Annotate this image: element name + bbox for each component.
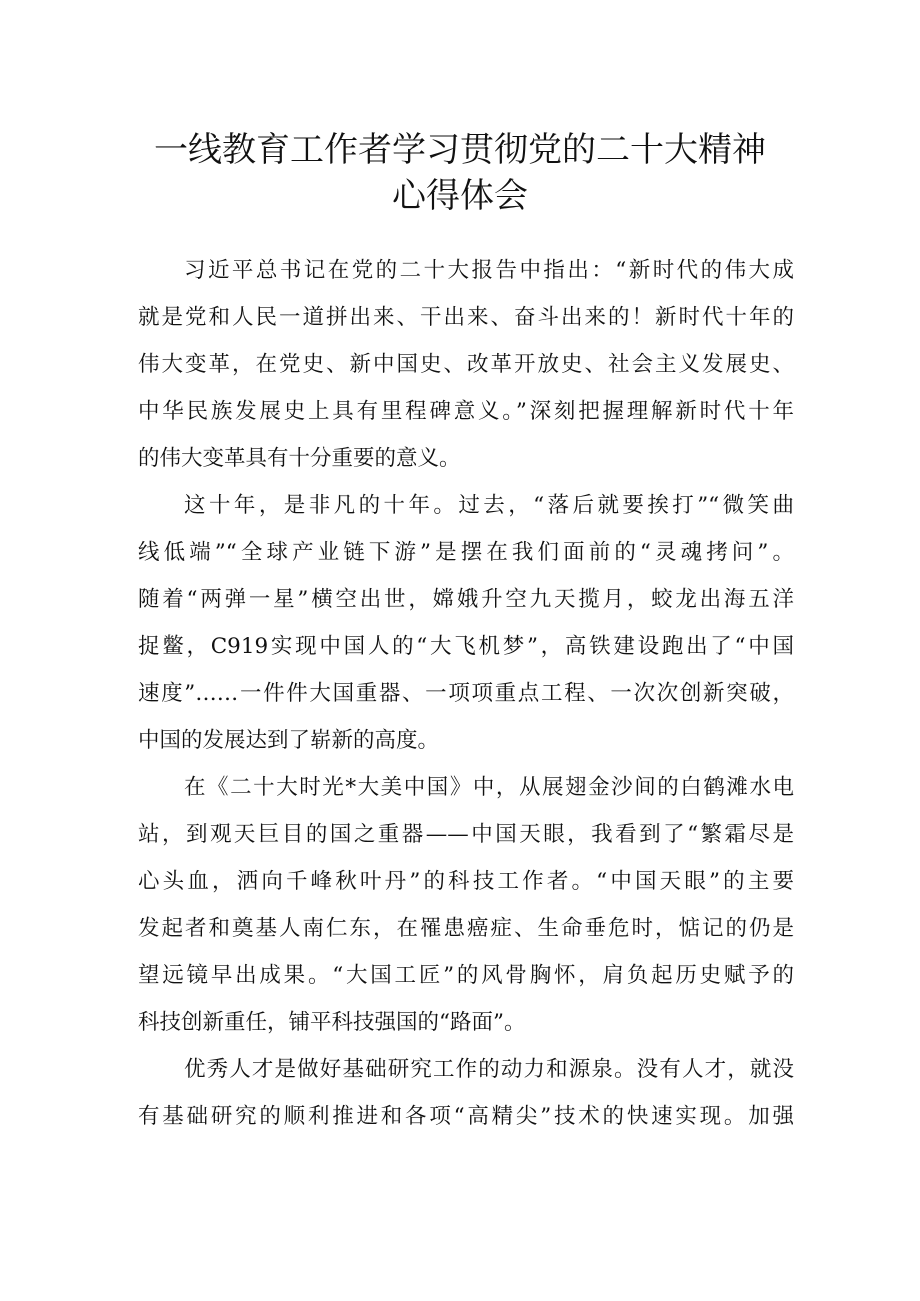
paragraph-line: 捉鳖，C919实现中国人的“大飞机梦”，高铁建设跑出了“中国 — [138, 634, 794, 659]
paragraph-line: 发起者和奠基人南仁东，在罹患癌症、生命垂危时，惦记的仍是 — [138, 916, 794, 941]
paragraph-line: 望远镜早出成果。“大国工匠”的风骨胸怀，肩负起历史赋予的 — [138, 963, 794, 988]
paragraph-line: 习近平总书记在党的二十大报告中指出：“新时代的伟大成 — [184, 258, 794, 283]
paragraph-line: 速度”……一件件大国重器、一项项重点工程、一次次创新突破， — [138, 681, 794, 706]
paragraph-2 — [138, 482, 794, 764]
paragraph-line: 科技创新重任，铺平科技强国的“路面”。 — [138, 1010, 526, 1035]
paragraph-line: 有基础研究的顺利推进和各项“高精尖”技术的快速实现。加强 — [138, 1104, 794, 1129]
paragraph-line: 就是党和人民一道拼出来、干出来、奋斗出来的！新时代十年的 — [138, 305, 794, 330]
paragraph-4 — [138, 1046, 794, 1140]
paragraph-line: 优秀人才是做好基础研究工作的动力和源泉。没有人才，就没 — [184, 1057, 794, 1082]
paragraph-line: 随着“两弹一星”横空出世，嫦娥升空九天揽月，蛟龙出海五洋 — [138, 587, 794, 612]
paragraph-line: 的伟大变革具有十分重要的意义。 — [138, 446, 461, 471]
paragraph-line: 站，到观天巨目的国之重器——中国天眼，我看到了“繁霜尽是 — [138, 822, 794, 847]
paragraph-line: 这十年，是非凡的十年。过去，“落后就要挨打”“微笑曲 — [184, 493, 794, 518]
document-title-line-2: 心得体会 — [392, 176, 528, 216]
paragraph-line: 中华民族发展史上具有里程碑意义。”深刻把握理解新时代十年 — [138, 399, 794, 424]
paragraph-line: 在《二十大时光*大美中国》中，从展翅金沙间的白鹤滩水电 — [184, 775, 794, 800]
paragraph-line: 伟大变革，在党史、新中国史、改革开放史、社会主义发展史、 — [138, 352, 794, 377]
paragraph-line: 中国的发展达到了崭新的高度。 — [138, 728, 440, 753]
paragraph-line: 线低端”“全球产业链下游”是摆在我们面前的“灵魂拷问”。 — [138, 540, 794, 565]
paragraph-line: 心头血，洒向千峰秋叶丹”的科技工作者。“中国天眼”的主要 — [138, 869, 794, 894]
paragraph-3 — [138, 764, 794, 1046]
document-title-line-1: 一线教育工作者学习贯彻党的二十大精神 — [154, 130, 766, 170]
paragraph-1 — [138, 247, 794, 482]
